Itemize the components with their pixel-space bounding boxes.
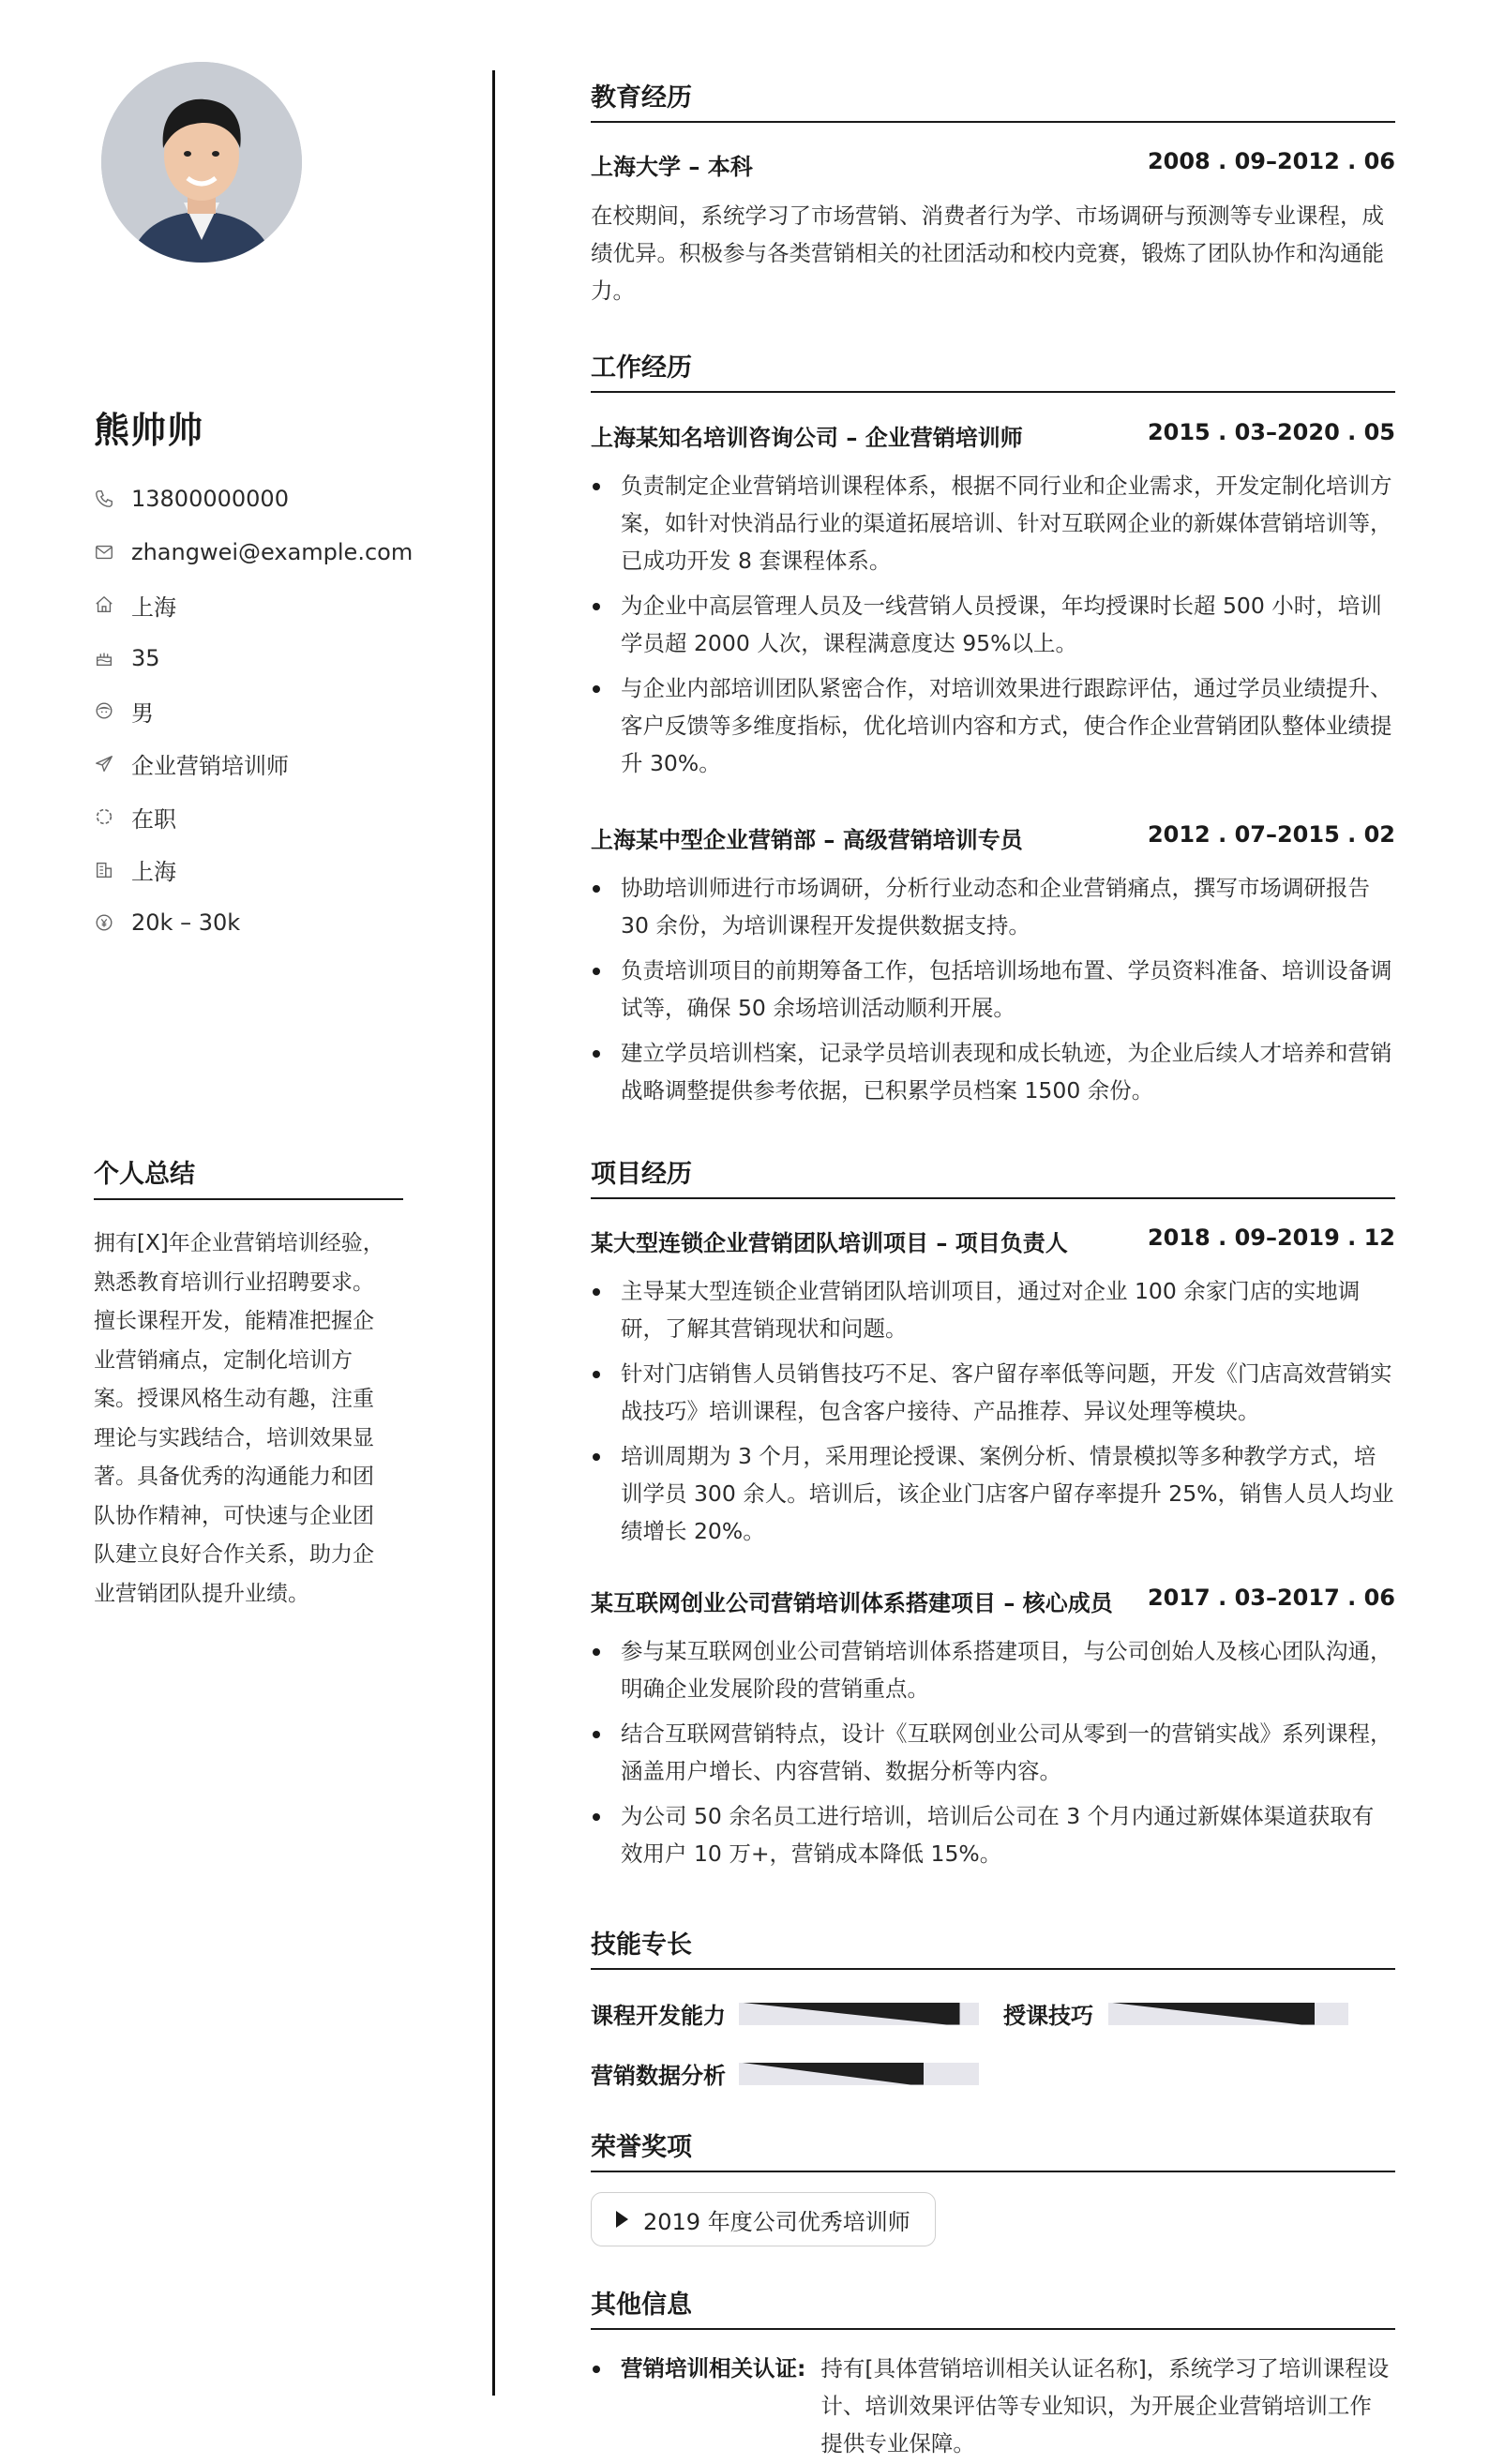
project-entry-head	[591, 1224, 1395, 1257]
list-item: 针对门店销售人员销售技巧不足、客户留存率低等问题，开发《门店高效营销实战技巧》培训课程，包含客户接待、产品推荐、异议处理等模块。	[591, 1355, 1395, 1430]
work-bullets	[591, 467, 1395, 789]
list-item: 与企业内部培训团队紧密合作，对培训效果进行跟踪评估，通过学员业绩提升、客户反馈等多维度指标，优化培训内容和方式，使合作企业营销团队整体业绩提升 30%。	[591, 669, 1395, 782]
project-bullets	[591, 1632, 1395, 1880]
work-title: 工作经历	[591, 347, 1395, 393]
list-item: 负责培训项目的前期筹备工作，包括培训场地布置、学员资料准备、培训设备调试等，确保 50 余场培训活动顺利开展。	[591, 952, 1395, 1027]
list-item: 负责制定企业营销培训课程体系，根据不同行业和企业需求，开发定制化培训方案，如针对快消品行业的渠道拓展培训、针对互联网企业的新媒体营销培训等，已成功开发 8 套课程体系。	[591, 467, 1395, 579]
summary-text: 拥有[X]年企业营销培训经验，熟悉教育培训行业招聘要求。擅长课程开发，能精准把握企业营销痛点，定制化培训方案。授课风格生动有趣，注重理论与实践结合，培训效果显著。具备优秀的沟通能力和团队协作精神，可快速与企业团队建立良好合作关系，助力企业营销团队提升业绩。	[94, 1231, 384, 1606]
column-divider	[492, 70, 495, 2396]
skill-bar	[739, 2063, 979, 2085]
salary-icon	[94, 912, 114, 933]
mail-icon	[94, 542, 114, 563]
list-item: 为企业中高层管理人员及一线营销人员授课，年均授课时长超 500 小时，培训学员超 2000 人次，课程满意度达 95%以上。	[591, 587, 1395, 662]
contact-text: zhangwei@example.com	[131, 538, 414, 565]
other-key: 营销培训相关认证:	[621, 2355, 806, 2381]
other-value: 持有[具体营销培训相关认证名称]，系统学习了培训课程设计、培训效果评估等专业知识，为开展企业营销培训工作提供专业保障。	[820, 2355, 1390, 2456]
list-item: 为公司 50 余名员工进行培训，培训后公司在 3 个月内通过新媒体渠道获取有效用户 10 万+，营销成本降低 15%。	[591, 1797, 1395, 1872]
education-entry-head	[591, 148, 1395, 181]
contact-location	[94, 578, 413, 632]
contact-email	[94, 526, 413, 579]
list-item: 协助培训师进行市场调研，分析行业动态和企业营销痛点，撰写市场调研报告 30 余份，为培训课程开发提供数据支持。	[591, 869, 1395, 944]
contact-text: 男	[131, 699, 154, 727]
skill-bar	[739, 2003, 979, 2025]
skill-item	[591, 2057, 979, 2090]
project-name-role: 某互联网创业公司营销培训体系搭建项目 – 核心成员	[591, 1590, 1113, 1616]
work-company-role: 上海某中型企业营销部 – 高级营销培训专员	[591, 827, 1023, 853]
other-item	[591, 2350, 1395, 2462]
summary-title: 个人总结	[94, 1153, 403, 1200]
contact-text: 在职	[131, 805, 176, 833]
award-text: 2019 年度公司优秀培训师	[643, 2208, 910, 2235]
contact-text: 20k – 30k	[131, 909, 241, 937]
project-entry-head	[591, 1585, 1395, 1617]
cake-icon	[94, 648, 114, 669]
contact-status	[94, 790, 413, 844]
contact-age	[94, 632, 413, 685]
contact-text: 企业营销培训师	[131, 753, 289, 780]
project-period: 2018 . 09–2019 . 12	[1147, 1224, 1395, 1251]
list-item: 培训周期为 3 个月，采用理论授课、案例分析、情景模拟等多种教学方式，培训学员 300 余人。培训后，该企业门店客户留存率提升 25%，销售人员人均业绩增长 20%。	[591, 1437, 1395, 1550]
contact-work-city	[94, 844, 413, 897]
contact-gender	[94, 684, 413, 738]
work-period: 2012 . 07–2015 . 02	[1147, 821, 1395, 848]
skill-name: 授课技巧	[1003, 2003, 1093, 2029]
contact-text: 13800000000	[131, 486, 289, 513]
education-school: 上海大学 – 本科	[591, 154, 753, 180]
education-desc: 在校期间，系统学习了市场营销、消费者行为学、市场调研与预测等专业课程，成绩优异。积极参与各类营销相关的社团活动和校内竞赛，锻炼了团队协作和沟通能力。	[591, 203, 1384, 304]
education-title: 教育经历	[591, 77, 1395, 123]
home-icon	[94, 594, 114, 615]
bullet-icon	[591, 2350, 621, 2462]
send-icon	[94, 754, 114, 774]
list-item: 建立学员培训档案，记录学员培训表现和成长轨迹，为企业后续人才培养和营销战略调整提供参考依据，已积累学员档案 1500 余份。	[591, 1034, 1395, 1109]
contact-salary	[94, 896, 413, 950]
avatar	[101, 62, 302, 263]
work-bullets	[591, 869, 1395, 1117]
skill-name: 课程开发能力	[591, 2003, 726, 2029]
skill-name: 营销数据分析	[591, 2063, 726, 2089]
status-icon	[94, 806, 114, 827]
work-company-role: 上海某知名培训咨询公司 – 企业营销培训师	[591, 425, 1023, 451]
contact-list	[94, 473, 413, 950]
work-entry-head	[591, 419, 1395, 452]
building-icon	[94, 860, 114, 880]
project-bullets	[591, 1272, 1395, 1557]
skill-item	[1003, 1997, 1348, 2030]
candidate-name: 熊帅帅	[94, 410, 204, 451]
skill-bar-fill	[1108, 2003, 1315, 2025]
list-item: 参与某互联网创业公司营销培训体系搭建项目，与公司创始人及核心团队沟通，明确企业发展阶段的营销重点。	[591, 1632, 1395, 1707]
play-icon	[616, 2211, 628, 2228]
contact-text: 上海	[131, 859, 176, 886]
skill-bar-fill	[739, 2003, 960, 2025]
award-tag	[591, 2192, 936, 2246]
skill-bar-fill	[739, 2063, 924, 2085]
work-entry-head	[591, 821, 1395, 854]
skill-item	[591, 1997, 979, 2030]
phone-icon	[94, 488, 114, 509]
contact-text: 35	[131, 644, 160, 671]
project-name-role: 某大型连锁企业营销团队培训项目 – 项目负责人	[591, 1230, 1068, 1256]
education-period: 2008 . 09–2012 . 06	[1147, 148, 1395, 174]
list-item: 结合互联网营销特点，设计《互联网创业公司从零到一的营销实战》系列课程，涵盖用户增长、内容营销、数据分析等内容。	[591, 1715, 1395, 1790]
project-period: 2017 . 03–2017 . 06	[1147, 1585, 1395, 1611]
contact-phone	[94, 473, 413, 526]
contact-text: 上海	[131, 593, 176, 621]
projects-title: 项目经历	[591, 1153, 1395, 1199]
gender-icon	[94, 700, 114, 721]
list-item: 主导某大型连锁企业营销团队培训项目，通过对企业 100 余家门店的实地调研，了解其营销现状和问题。	[591, 1272, 1395, 1347]
skill-bar	[1108, 2003, 1348, 2025]
skills-title: 技能专长	[591, 1924, 1395, 1970]
awards-title: 荣誉奖项	[591, 2126, 1395, 2172]
other-title: 其他信息	[591, 2284, 1395, 2330]
work-period: 2015 . 03–2020 . 05	[1147, 419, 1395, 445]
contact-position	[94, 738, 413, 791]
avatar-photo-icon	[101, 62, 302, 263]
